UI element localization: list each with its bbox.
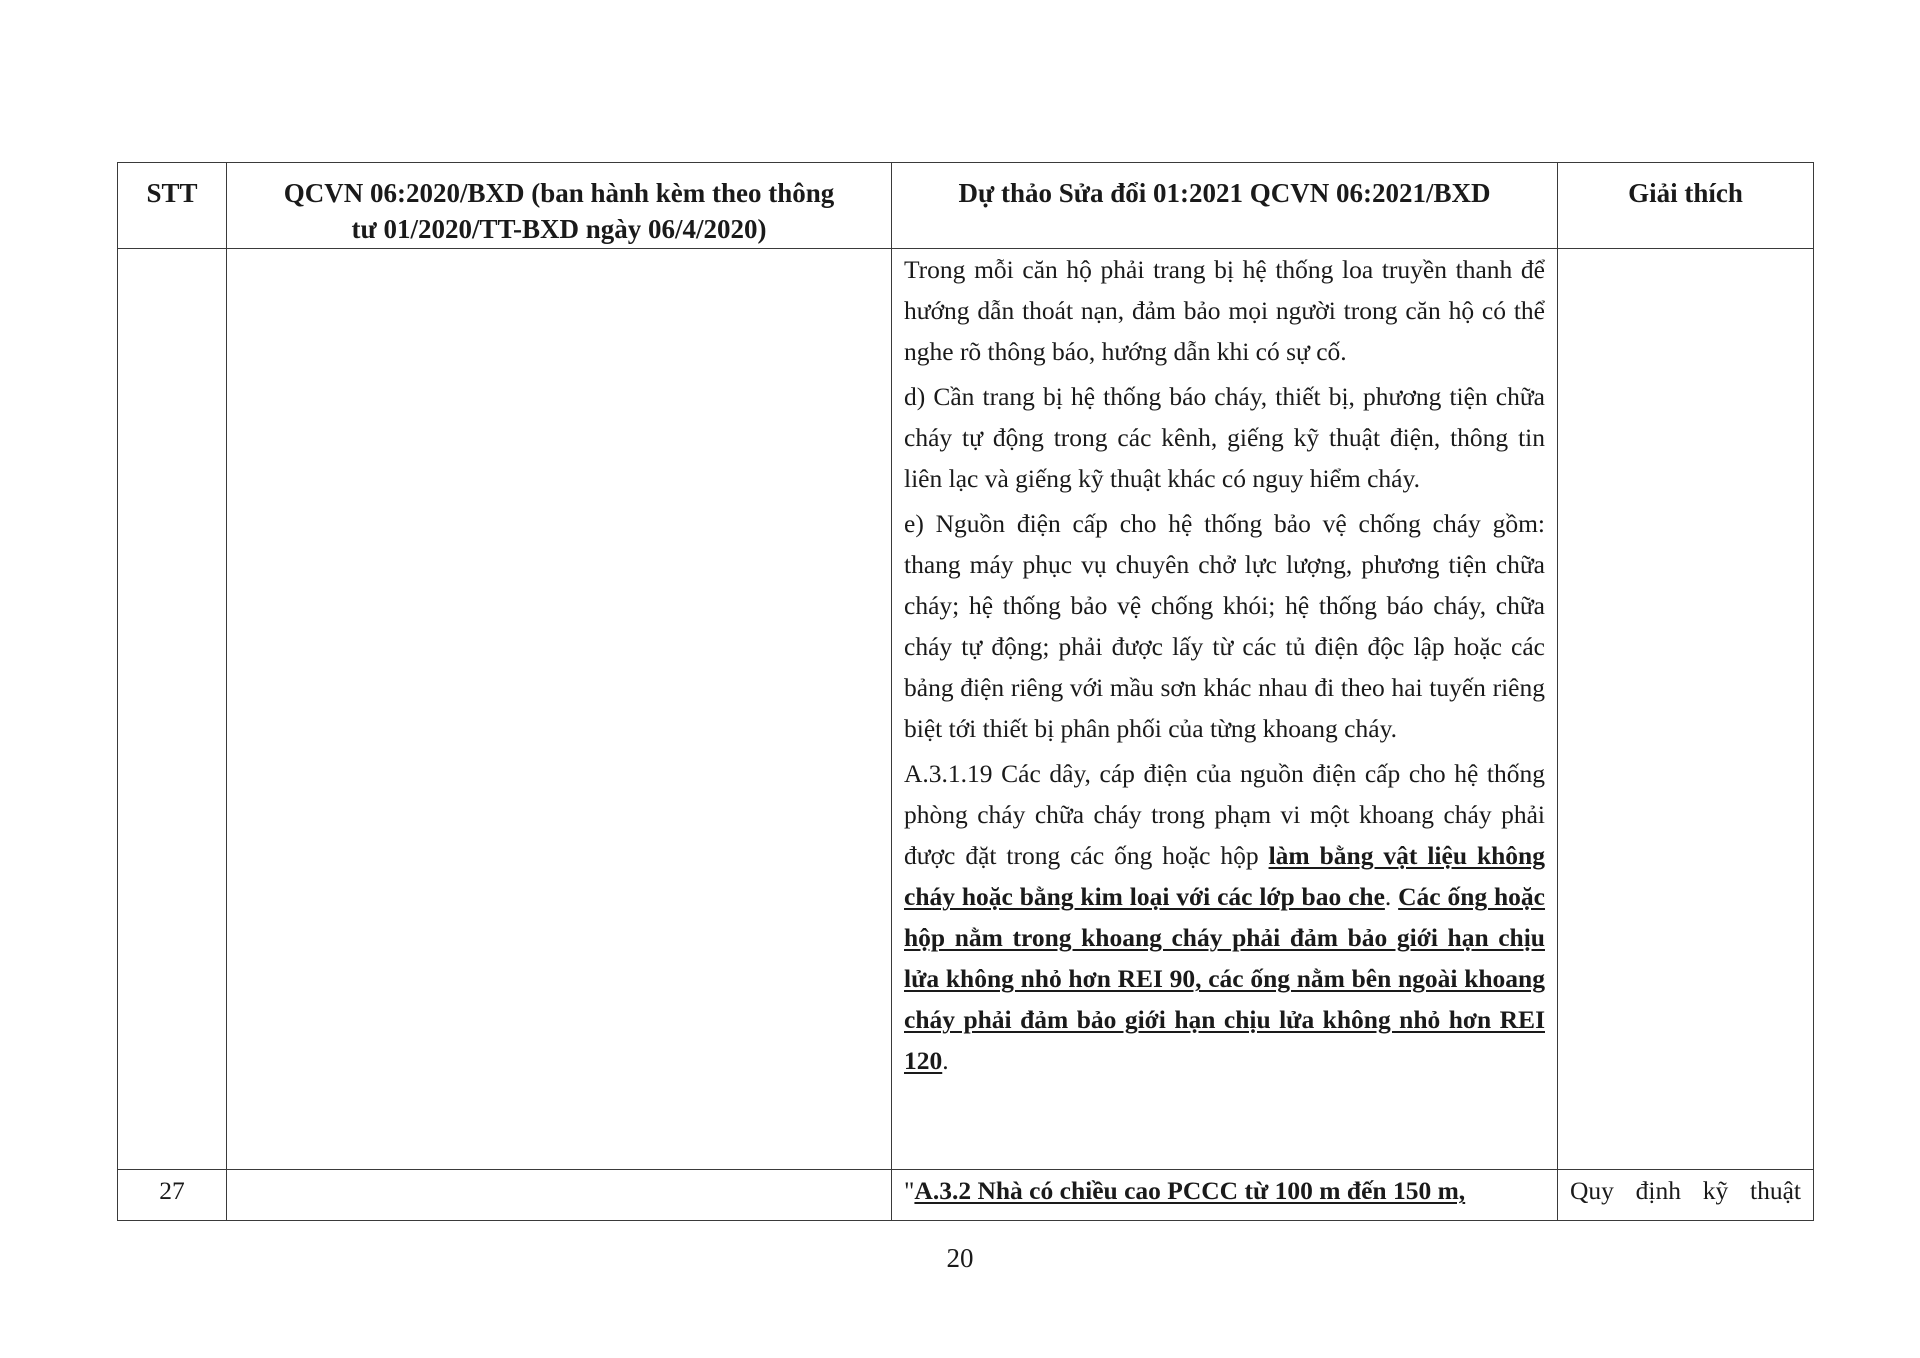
table-header-row: [118, 163, 1814, 249]
draft-paragraph-d: d) Cần trang bị hệ thống báo cháy, thiết bị, phương tiện chữa cháy tự động trong các kênh, giếng kỹ thuật điện, thông tin liên lạc và giếng kỹ thuật khác có nguy hiểm cháy.: [904, 382, 1545, 493]
amended-text: A.3.2 Nhà có chiều cao PCCC từ 100 m đến 150 m,: [914, 1176, 1466, 1205]
draft-paragraph-a3119: A.3.1.19 Các dây, cáp điện của nguồn điện cấp cho hệ thống phòng cháy chữa cháy trong phạm vi một khoang cháy phải được đặt trong các ống hoặc hộp làm bằng vật liệu không cháy hoặc bằng kim loại với các lớp bao che. Các ống hoặc hộp nằm trong khoang cháy phải đảm bảo giới hạn chịu lửa không nhỏ hơn REI 90, các ống nằm bên ngoài khoang cháy phải đảm bảo giới hạn chịu lửa không nhỏ hơn REI 120.: [904, 759, 1546, 1075]
header-draft-2021: Dự thảo Sửa đổi 01:2021 QCVN 06:2021/BXD: [892, 163, 1558, 249]
header-qcvn-line2: tư 01/2020/TT-BXD ngày 06/4/2020): [351, 214, 767, 244]
cell-stt: 27: [118, 1170, 227, 1221]
header-qcvn-line1: QCVN 06:2020/BXD (ban hành kèm theo thông: [283, 178, 835, 208]
header-stt: STT: [118, 163, 227, 249]
clause-text: A.3.1.19 Các dây, cáp điện của nguồn điện cấp cho hệ thống phòng cháy chữa cháy trong phạm vi một khoang cháy phải được đặt trong các ống hoặc hộp: [904, 759, 1545, 870]
header-explanation: Giải thích: [1558, 163, 1814, 249]
table-row: [118, 1170, 1814, 1221]
cell-draft-2021: [892, 249, 1558, 1170]
cell-draft-2021: [892, 1170, 1558, 1221]
amended-text: Các ống hoặc hộp nằm trong khoang cháy phải đảm bảo giới hạn chịu lửa không nhỏ hơn REI 90, các ống nằm bên ngoài khoang cháy phải đảm bảo giới hạn chịu lửa không nhỏ hơn REI 120: [904, 882, 1546, 1075]
explanation-text: Quy định kỹ thuật: [1570, 1176, 1801, 1205]
cell-explanation: [1558, 1170, 1814, 1221]
cell-explanation: [1558, 249, 1814, 1170]
draft-paragraph: Trong mỗi căn hộ phải trang bị hệ thống loa truyền thanh để hướng dẫn thoát nạn, đảm bảo mọi người trong căn hộ có thể nghe rõ thông báo, hướng dẫn khi có sự cố.: [904, 255, 1545, 366]
page-number: 20: [946, 1243, 974, 1273]
comparison-table: [117, 162, 1814, 1221]
cell-qcvn-2020: [227, 249, 892, 1170]
draft-paragraph-a32: "A.3.2 Nhà có chiều cao PCCC từ 100 m đến 150 m,: [904, 1176, 1466, 1205]
cell-stt: [118, 249, 227, 1170]
draft-paragraph-e: e) Nguồn điện cấp cho hệ thống bảo vệ chống cháy gồm: thang máy phục vụ chuyên chở lực lượng, phương tiện chữa cháy; hệ thống bảo vệ chống khói; hệ thống báo cháy, chữa cháy tự động; phải được lấy từ các tủ điện độc lập hoặc các bảng điện riêng với mầu sơn khác nhau đi theo hai tuyến riêng biệt tới thiết bị phân phối của từng khoang cháy.: [904, 509, 1545, 743]
amended-text: làm bằng vật liệu không cháy hoặc bằng kim loại với các lớp bao che: [904, 841, 1545, 911]
cell-qcvn-2020: [227, 1170, 892, 1221]
header-qcvn-2020: [227, 163, 892, 249]
table-row: [118, 249, 1814, 1170]
